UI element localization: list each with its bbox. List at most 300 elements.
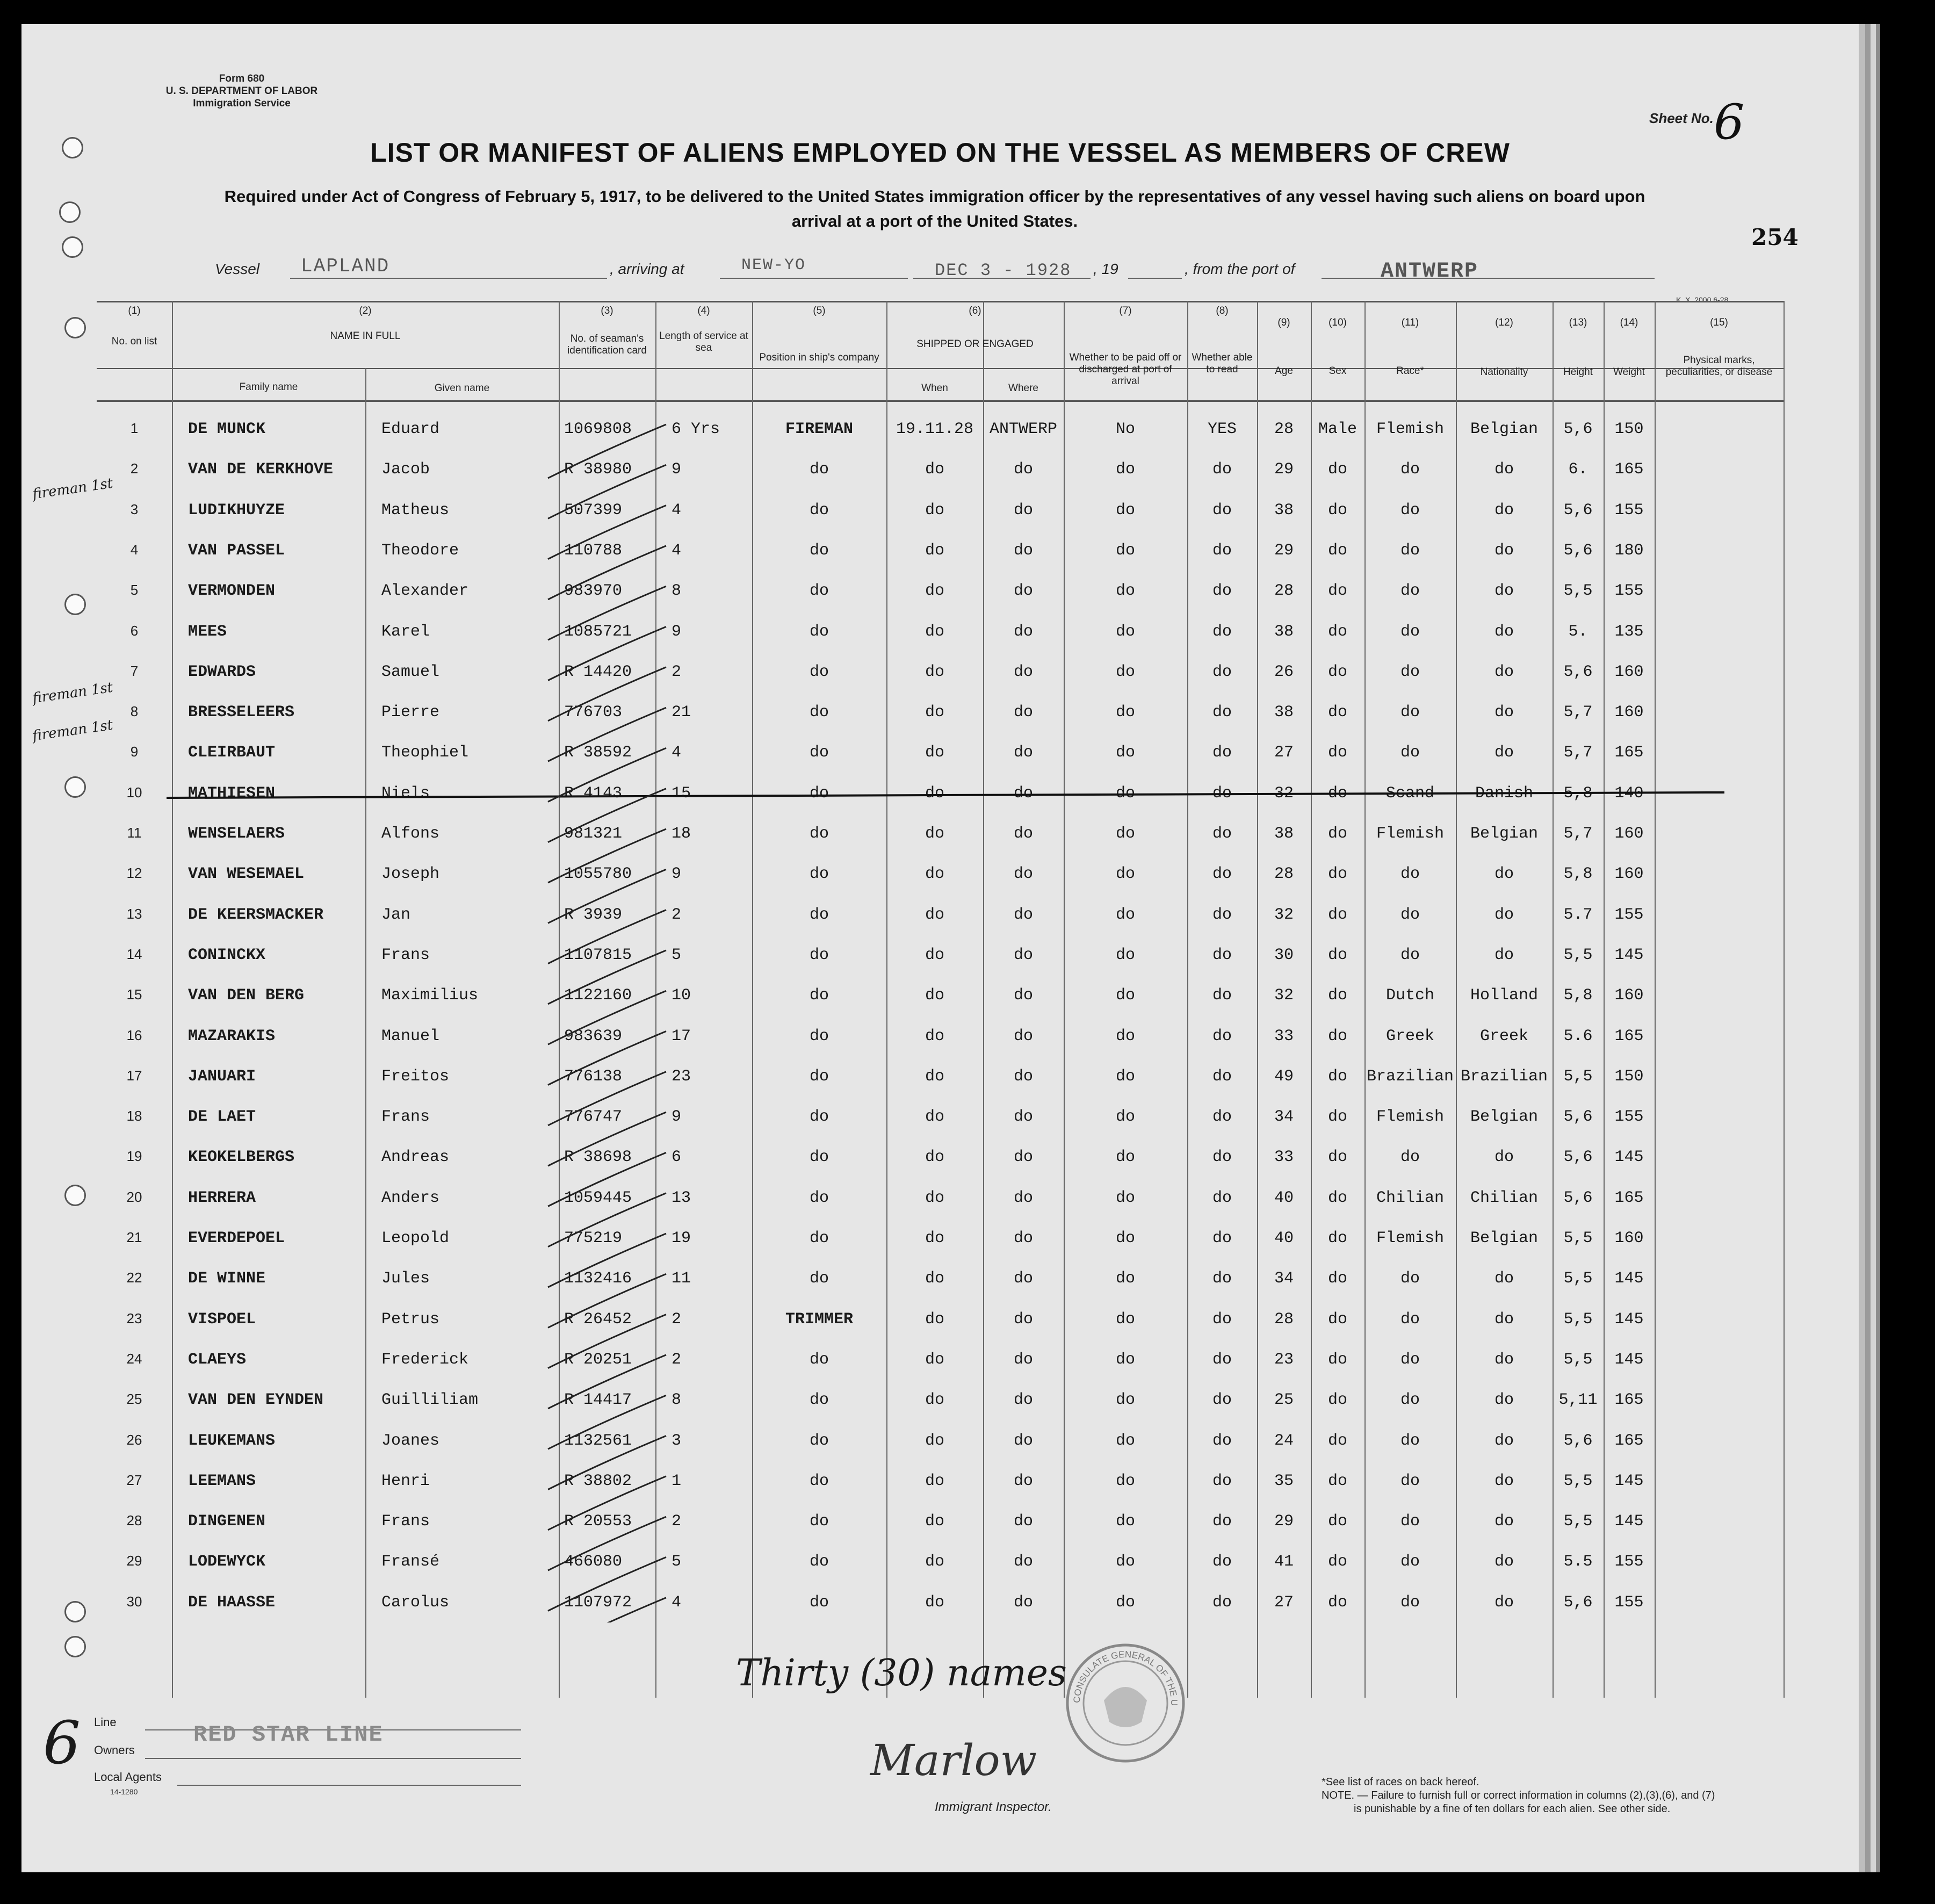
cell-given: Petrus	[381, 1310, 440, 1329]
cell-weight: 165	[1614, 1391, 1644, 1410]
cell-card: 776747	[564, 1108, 623, 1127]
cell-height: 6.	[1568, 460, 1588, 479]
cell-race: Flemish	[1376, 1108, 1445, 1127]
cell-card: 466080	[564, 1553, 623, 1571]
cell-height: 5,6	[1563, 420, 1593, 438]
cell-when: do	[925, 1229, 944, 1247]
cell-height: 5,5	[1563, 1512, 1593, 1531]
cell-nationality: do	[1494, 460, 1514, 479]
manifest-subtitle: Required under Act of Congress of February 5, 1917, to be delivered to the United States immigration officer by the representatives of any vessel having such aliens on board upon arrival at a port of the United States.	[224, 187, 1645, 230]
cell-race: do	[1400, 744, 1420, 762]
cell-nationality: do	[1494, 905, 1514, 924]
cell-sex: do	[1327, 1270, 1347, 1288]
department: U. S. DEPARTMENT OF LABOR	[165, 85, 318, 97]
cell-sex: do	[1327, 541, 1347, 560]
cell-no: 3	[130, 501, 139, 517]
cell-service: 5	[672, 1553, 682, 1571]
cell-age: 40	[1274, 1188, 1294, 1207]
total-names-note: Thirty (30) names	[736, 1652, 1067, 1694]
cell-race: do	[1400, 662, 1420, 681]
cell-no: 4	[130, 541, 139, 558]
cell-height: 5,6	[1563, 501, 1593, 520]
cell-sex: do	[1327, 946, 1347, 964]
cell-race: Flemish	[1376, 1229, 1445, 1247]
cell-where: do	[1013, 1391, 1033, 1410]
cell-service: 8	[672, 582, 682, 601]
punch-hole	[64, 1601, 86, 1622]
cell-age: 28	[1274, 582, 1294, 601]
cell-where: do	[1013, 905, 1033, 924]
cell-when: do	[925, 1310, 944, 1329]
cell-given: Frans	[381, 1512, 430, 1531]
cell-where: do	[1013, 541, 1033, 560]
cell-weight: 155	[1614, 1593, 1644, 1612]
cell-nationality: do	[1494, 1148, 1514, 1167]
cell-no: 18	[126, 1108, 142, 1124]
cell-given: Frans	[381, 1108, 430, 1127]
cell-age: 33	[1274, 1148, 1294, 1167]
cell-card: R 3939	[564, 905, 623, 924]
position-header: Position in ship's company	[759, 352, 879, 363]
cell-service: 9	[672, 865, 682, 884]
cell-position: do	[809, 784, 829, 803]
cell-sex: do	[1327, 1027, 1347, 1045]
cell-family: KEOKELBERGS	[188, 1148, 295, 1167]
cell-card: 1059445	[564, 1188, 632, 1207]
manifest-title: LIST OR MANIFEST OF ALIENS EMPLOYED ON THE VESSEL AS MEMBERS OF CREW	[370, 138, 1510, 168]
cell-given: Niels	[381, 784, 430, 803]
cell-when: do	[925, 1512, 944, 1531]
cell-when: do	[925, 986, 944, 1005]
cell-card: 1069808	[564, 420, 632, 438]
cell-card: R 14420	[564, 662, 632, 681]
cell-sex: do	[1327, 744, 1347, 762]
cell-where: do	[1013, 865, 1033, 884]
cell-read: do	[1212, 825, 1232, 843]
race-col-number: (11)	[1401, 317, 1419, 328]
cell-height: 5,7	[1563, 703, 1593, 722]
cell-race: Chilian	[1376, 1188, 1445, 1207]
cell-given: Jules	[381, 1270, 430, 1288]
form-header	[129, 73, 355, 110]
cell-card: 776703	[564, 703, 623, 722]
cell-paid: do	[1115, 1431, 1135, 1450]
cell-age: 49	[1274, 1067, 1294, 1086]
cell-weight: 165	[1614, 460, 1644, 479]
cell-no: 1	[130, 420, 139, 436]
cell-height: 5.5	[1563, 1553, 1593, 1571]
punch-hole	[64, 1636, 86, 1657]
margin-note: fireman 1st	[31, 475, 114, 503]
cell-no: 27	[126, 1472, 142, 1488]
cell-service: 4	[672, 1593, 682, 1612]
cell-weight: 145	[1614, 1148, 1644, 1167]
cell-service: 23	[672, 1067, 691, 1086]
cell-no: 30	[126, 1593, 142, 1610]
cell-given: Jan	[381, 905, 411, 924]
name-col-number: (2)	[359, 305, 372, 316]
cell-read: do	[1212, 784, 1232, 803]
cell-paid: do	[1115, 1229, 1135, 1247]
cell-card: 507399	[564, 501, 623, 520]
cell-family: DE MUNCK	[188, 420, 266, 438]
family-name-subheader: Family name	[239, 381, 298, 393]
cell-paid: do	[1115, 1472, 1135, 1490]
cell-paid: do	[1115, 825, 1135, 843]
cell-nationality: do	[1494, 865, 1514, 884]
cell-read: do	[1212, 1310, 1232, 1329]
cell-service: 1	[672, 1472, 682, 1490]
nationality-col-number: (12)	[1495, 317, 1513, 328]
cell-family: WENSELAERS	[188, 825, 285, 843]
cell-position: do	[809, 662, 829, 681]
cell-where: do	[1013, 1108, 1033, 1127]
cell-where: do	[1013, 1067, 1033, 1086]
from-port-label: , from the port of	[1185, 261, 1295, 277]
service-header: Length of service at sea	[659, 330, 748, 354]
cell-nationality: do	[1494, 1391, 1514, 1410]
cell-when: do	[925, 501, 944, 520]
cell-weight: 150	[1614, 420, 1644, 438]
page-mark: 6	[43, 1708, 81, 1777]
cell-no: 26	[126, 1431, 142, 1448]
cell-weight: 145	[1614, 1350, 1644, 1369]
cell-race: Dutch	[1385, 986, 1434, 1005]
cell-position: TRIMMER	[785, 1310, 854, 1329]
cell-card: 110788	[564, 541, 623, 560]
sheet-number-handwritten: 6	[1714, 94, 1745, 150]
cell-age: 34	[1274, 1108, 1294, 1127]
cell-card: 1122160	[564, 986, 632, 1005]
cell-height: 5,6	[1563, 1188, 1593, 1207]
cell-height: 5,6	[1563, 1148, 1593, 1167]
cell-sex: do	[1327, 1067, 1347, 1086]
cell-given: Maximilius	[381, 986, 479, 1005]
cell-read: do	[1212, 622, 1232, 641]
cell-weight: 165	[1614, 1027, 1644, 1045]
cell-nationality: do	[1494, 1431, 1514, 1450]
arrival-port: NEW-YO	[741, 256, 806, 275]
cell-position: do	[809, 582, 829, 601]
cell-where: do	[1013, 662, 1033, 681]
cell-race: do	[1400, 501, 1420, 520]
arriving-label: , arriving at	[610, 261, 684, 277]
cell-age: 26	[1274, 662, 1294, 681]
cell-card: R 38592	[564, 744, 632, 762]
cell-paid: do	[1115, 703, 1135, 722]
cell-no: 16	[126, 1027, 142, 1043]
service-col-number: (4)	[697, 305, 710, 316]
cell-age: 38	[1274, 825, 1294, 843]
cell-nationality: do	[1494, 1310, 1514, 1329]
form-number: Form 680	[219, 73, 265, 84]
cell-service: 10	[672, 986, 691, 1005]
cell-when: do	[925, 1431, 944, 1450]
cell-nationality: do	[1494, 582, 1514, 601]
cell-weight: 160	[1614, 986, 1644, 1005]
cell-sex: do	[1327, 1108, 1347, 1127]
cell-service: 4	[672, 541, 682, 560]
cell-family: VAN WESEMAEL	[188, 865, 305, 884]
cell-height: 5,8	[1563, 865, 1593, 884]
cell-age: 32	[1274, 905, 1294, 924]
cell-paid: do	[1115, 1188, 1135, 1207]
cell-age: 38	[1274, 622, 1294, 641]
cell-card: R 20553	[564, 1512, 632, 1531]
cell-position: FIREMAN	[785, 420, 854, 438]
cell-when: do	[925, 744, 944, 762]
cell-card: 981321	[564, 825, 623, 843]
cell-age: 38	[1274, 703, 1294, 722]
cell-card: R 20251	[564, 1350, 632, 1369]
cell-sex: do	[1327, 1310, 1347, 1329]
cell-when: do	[925, 1391, 944, 1410]
cell-sex: do	[1327, 1350, 1347, 1369]
cell-height: 5,6	[1563, 1108, 1593, 1127]
age-header: Age	[1275, 365, 1293, 377]
cell-position: do	[809, 1027, 829, 1045]
cell-given: Theophiel	[381, 744, 469, 762]
cell-no: 9	[130, 744, 139, 760]
punch-hole	[59, 201, 81, 223]
cell-where: do	[1013, 1229, 1033, 1247]
cell-sex: do	[1327, 501, 1347, 520]
cell-family: LUDIKHUYZE	[188, 501, 285, 520]
cell-when: do	[925, 1188, 944, 1207]
check-marks	[537, 333, 752, 1622]
cell-read: do	[1212, 1270, 1232, 1288]
inspector-label: Immigrant Inspector.	[935, 1800, 1052, 1814]
cell-service: 6	[672, 1148, 682, 1167]
cell-where: do	[1013, 744, 1033, 762]
cell-when: do	[925, 622, 944, 641]
cell-paid: do	[1115, 1148, 1135, 1167]
cell-sex: do	[1327, 1553, 1347, 1571]
list-no-header: No. on list	[111, 336, 157, 347]
cell-given: Frederick	[381, 1350, 469, 1369]
cell-weight: 145	[1614, 1310, 1644, 1329]
cell-when: 19.11.28	[896, 420, 974, 438]
cell-when: do	[925, 582, 944, 601]
cell-read: do	[1212, 1027, 1232, 1045]
cell-position: do	[809, 541, 829, 560]
cell-weight: 155	[1614, 501, 1644, 520]
cell-position: do	[809, 1067, 829, 1086]
cell-height: 5,8	[1563, 784, 1593, 803]
cell-weight: 160	[1614, 865, 1644, 884]
cell-nationality: Belgian	[1470, 825, 1539, 843]
cell-family: EDWARDS	[188, 662, 256, 681]
cell-service: 19	[672, 1229, 691, 1247]
cell-weight: 155	[1614, 905, 1644, 924]
cell-weight: 145	[1614, 1270, 1644, 1288]
cell-card: 1107815	[564, 946, 632, 964]
height-col-number: (13)	[1569, 317, 1587, 328]
cell-race: do	[1400, 1270, 1420, 1288]
cell-no: 10	[126, 784, 142, 800]
cell-weight: 145	[1614, 946, 1644, 964]
cell-sex: Male	[1318, 420, 1357, 438]
cell-family: VERMONDEN	[188, 582, 276, 601]
vessel-label: Vessel	[215, 261, 260, 277]
cell-nationality: Belgian	[1470, 1108, 1539, 1127]
cell-when: do	[925, 1350, 944, 1369]
cell-paid: do	[1115, 905, 1135, 924]
cell-paid: do	[1115, 744, 1135, 762]
cell-paid: do	[1115, 1270, 1135, 1288]
year-label: , 19	[1093, 261, 1118, 277]
agents-code: 14-1280	[110, 1787, 138, 1796]
cell-age: 29	[1274, 460, 1294, 479]
cell-when: do	[925, 662, 944, 681]
list-no-col-number: (1)	[128, 305, 141, 316]
marks-header: Physical marks, peculiarities, or disease	[1665, 355, 1773, 378]
cell-nationality: do	[1494, 946, 1514, 964]
cell-nationality: Holland	[1470, 986, 1539, 1005]
cell-position: do	[809, 1431, 829, 1450]
cell-given: Alexander	[381, 582, 469, 601]
paid-off-col-number: (7)	[1119, 305, 1132, 316]
cell-weight: 160	[1614, 703, 1644, 722]
position-col-number: (5)	[813, 305, 826, 316]
service: Immigration Service	[193, 98, 291, 109]
cell-when: do	[925, 703, 944, 722]
cell-paid: do	[1115, 1067, 1135, 1086]
cell-given: Karel	[381, 622, 430, 641]
cell-sex: do	[1327, 582, 1347, 601]
cell-weight: 155	[1614, 1108, 1644, 1127]
cell-where: do	[1013, 1310, 1033, 1329]
cell-age: 29	[1274, 1512, 1294, 1531]
cell-race: do	[1400, 1350, 1420, 1369]
cell-family: CONINCKX	[188, 946, 266, 964]
cell-card: 1107972	[564, 1593, 632, 1612]
cell-service: 8	[672, 1391, 682, 1410]
cell-position: do	[809, 1148, 829, 1167]
cell-age: 30	[1274, 946, 1294, 964]
cell-no: 6	[130, 622, 139, 639]
cell-position: do	[809, 946, 829, 964]
cell-read: do	[1212, 662, 1232, 681]
cell-where: do	[1013, 1472, 1033, 1490]
cell-race: Scand	[1385, 784, 1434, 803]
cell-given: Samuel	[381, 662, 440, 681]
cell-read: do	[1212, 1553, 1232, 1571]
cell-where: do	[1013, 784, 1033, 803]
cell-paid: do	[1115, 622, 1135, 641]
when-subheader: When	[921, 383, 948, 394]
cell-given: Alfons	[381, 825, 440, 843]
cell-paid: do	[1115, 582, 1135, 601]
cell-card: 983970	[564, 582, 623, 601]
read-col-number: (8)	[1216, 305, 1229, 316]
cell-height: 5,7	[1563, 825, 1593, 843]
cell-height: 5.	[1568, 622, 1588, 641]
cell-read: do	[1212, 865, 1232, 884]
cell-sex: do	[1327, 905, 1347, 924]
cell-nationality: do	[1494, 622, 1514, 641]
punch-hole	[62, 236, 83, 258]
shipped-col-number: (6)	[969, 305, 981, 316]
cell-read: do	[1212, 1067, 1232, 1086]
cell-read: do	[1212, 1593, 1232, 1612]
sheet-label: Sheet No.	[1649, 110, 1714, 126]
cell-height: 5,5	[1563, 1067, 1593, 1086]
cell-given: Andreas	[381, 1148, 450, 1167]
cell-race: do	[1400, 622, 1420, 641]
page-number: 254	[1751, 224, 1799, 250]
cell-sex: do	[1327, 865, 1347, 884]
cell-sex: do	[1327, 1593, 1347, 1612]
cell-position: do	[809, 1350, 829, 1369]
cell-weight: 160	[1614, 662, 1644, 681]
cell-where: do	[1013, 986, 1033, 1005]
cell-nationality: do	[1494, 541, 1514, 560]
cell-race: do	[1400, 1391, 1420, 1410]
punch-hole	[64, 594, 86, 615]
cell-race: Flemish	[1376, 825, 1445, 843]
cell-no: 11	[127, 825, 142, 841]
cell-when: do	[925, 946, 944, 964]
height-header: Height	[1563, 366, 1593, 378]
cell-paid: do	[1115, 1350, 1135, 1369]
cell-height: 5,5	[1563, 1270, 1593, 1288]
cell-height: 5.7	[1563, 905, 1593, 924]
cell-weight: 150	[1614, 1067, 1644, 1086]
cell-given: Manuel	[381, 1027, 440, 1045]
cell-nationality: do	[1494, 1350, 1514, 1369]
cell-no: 19	[126, 1148, 142, 1165]
arrival-date: DEC 3 - 1928	[935, 261, 1072, 280]
cell-service: 2	[672, 1310, 682, 1329]
cell-service: 13	[672, 1188, 691, 1207]
cell-weight: 155	[1614, 582, 1644, 601]
cell-family: LODEWYCK	[188, 1553, 266, 1571]
cell-read: do	[1212, 460, 1232, 479]
departure-port: ANTWERP	[1381, 259, 1479, 284]
cell-card: 983639	[564, 1027, 623, 1045]
cell-family: CLAEYS	[188, 1350, 247, 1369]
cell-service: 17	[672, 1027, 691, 1045]
shipped-header: SHIPPED OR ENGAGED	[916, 338, 1034, 350]
cell-family: BRESSELEERS	[188, 703, 295, 722]
cell-race: do	[1400, 1553, 1420, 1571]
cell-read: do	[1212, 1431, 1232, 1450]
cell-where: do	[1013, 460, 1033, 479]
cell-paid: do	[1115, 1593, 1135, 1612]
cell-read: do	[1212, 1472, 1232, 1490]
cell-nationality: do	[1494, 1472, 1514, 1490]
cell-service: 2	[672, 905, 682, 924]
cell-position: do	[809, 1270, 829, 1288]
cell-sex: do	[1327, 460, 1347, 479]
cell-family: DINGENEN	[188, 1512, 266, 1531]
cell-position: do	[809, 905, 829, 924]
cell-nationality: Greek	[1479, 1027, 1528, 1045]
cell-paid: do	[1115, 460, 1135, 479]
cell-card: R 14417	[564, 1391, 632, 1410]
cell-no: 21	[126, 1229, 142, 1245]
cell-race: Brazilian	[1366, 1067, 1454, 1086]
cell-age: 32	[1274, 986, 1294, 1005]
cell-age: 23	[1274, 1350, 1294, 1369]
cell-weight: 165	[1614, 1431, 1644, 1450]
cell-given: Anders	[381, 1188, 440, 1207]
cell-read: do	[1212, 946, 1232, 964]
cell-age: 27	[1274, 1593, 1294, 1612]
cell-nationality: Belgian	[1470, 1229, 1539, 1247]
cell-given: Theodore	[381, 541, 459, 560]
